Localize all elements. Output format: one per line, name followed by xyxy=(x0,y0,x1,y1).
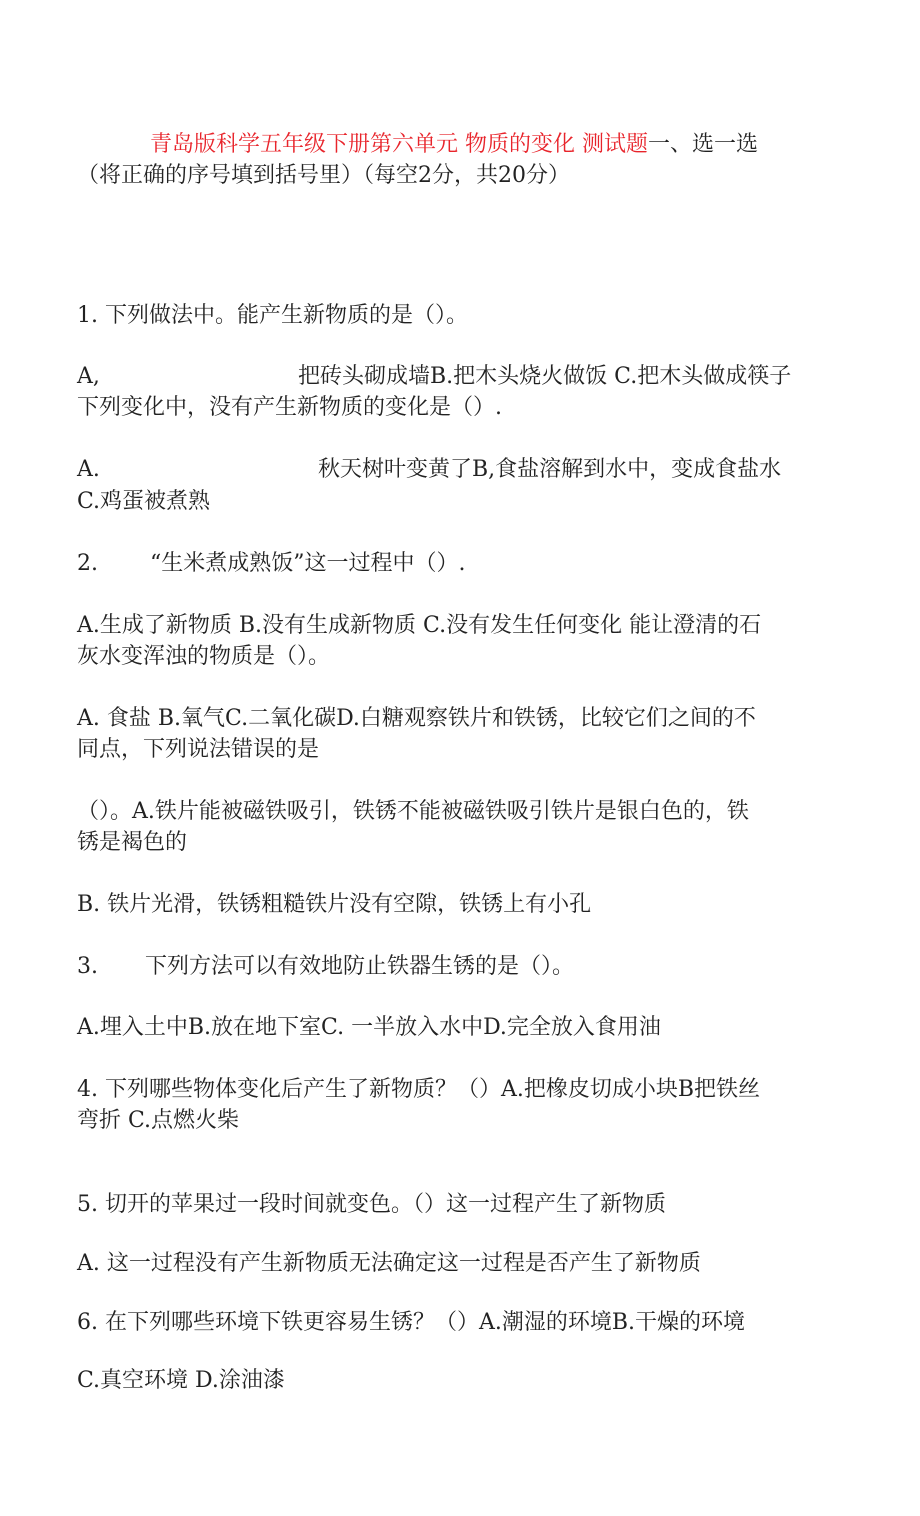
question-text: 6. 在下列哪些环境下铁更容易生锈？（）A.潮湿的环境B.干燥的环境 xyxy=(77,1310,746,1335)
question-text: A.生成了新物质 B.没有生成新物质 C.没有发生任何变化 能让澄清的石 xyxy=(77,613,762,638)
question-text: 秋天树叶变黄了B,食盐溶解到水中，变成食盐水 xyxy=(318,457,782,482)
question-text: 同点，下列说法错误的是 xyxy=(77,737,320,762)
question-text: A.埋入土中B.放在地下室C. 一半放入水中D.完全放入食用油 xyxy=(77,1015,661,1040)
question-text: A. 这一过程没有产生新物质无法确定这一过程是否产生了新物质 xyxy=(77,1251,701,1276)
question-text: （）。A.铁片能被磁铁吸引，铁锈不能被磁铁吸引铁片是银白色的，铁 xyxy=(77,799,749,824)
question-text: 4. 下列哪些物体变化后产生了新物质？（）A.把橡皮切成小块B把铁丝 xyxy=(77,1077,761,1102)
section-heading: 一、选一选 xyxy=(648,132,759,157)
option-label: A, xyxy=(77,364,100,389)
question-text: B. 铁片光滑，铁锈粗糙铁片没有空隙，铁锈上有小孔 xyxy=(77,892,592,917)
question-text: “生米煮成熟饭”这一过程中（）. xyxy=(150,551,466,576)
question-text: A. 食盐 B.氧气C.二氧化碳D.白糖观察铁片和铁锈，比较它们之间的不 xyxy=(77,706,756,731)
question-text: 1. 下列做法中。能产生新物质的是（）。 xyxy=(77,303,468,328)
question-text: 锈是褐色的 xyxy=(77,830,188,855)
section-instructions: （将正确的序号填到括号里）（每空2分，共20分） xyxy=(77,163,570,188)
question-text: 下列变化中，没有产生新物质的变化是（）. xyxy=(77,395,502,420)
question-text: C.鸡蛋被煮熟 xyxy=(77,489,211,514)
question-text: 弯折 C.点燃火柴 xyxy=(77,1108,240,1133)
question-text: 5. 切开的苹果过一段时间就变色。（）这一过程产生了新物质 xyxy=(77,1192,666,1217)
document-title: 青岛版科学五年级下册第六单元 物质的变化 测试题 xyxy=(150,132,648,157)
option-label: A. xyxy=(77,457,100,482)
question-text: 下列方法可以有效地防止铁器生锈的是（）。 xyxy=(145,954,575,979)
question-number: 2. xyxy=(77,551,98,576)
question-number: 3. xyxy=(77,954,98,979)
question-text: 灰水变浑浊的物质是（）。 xyxy=(77,644,331,669)
title-line xyxy=(150,132,758,158)
question-text: 把砖头砌成墙B.把木头烧火做饭 C.把木头做成筷子 xyxy=(298,364,792,389)
question-text: C.真空环境 D.涂油漆 xyxy=(77,1368,285,1393)
